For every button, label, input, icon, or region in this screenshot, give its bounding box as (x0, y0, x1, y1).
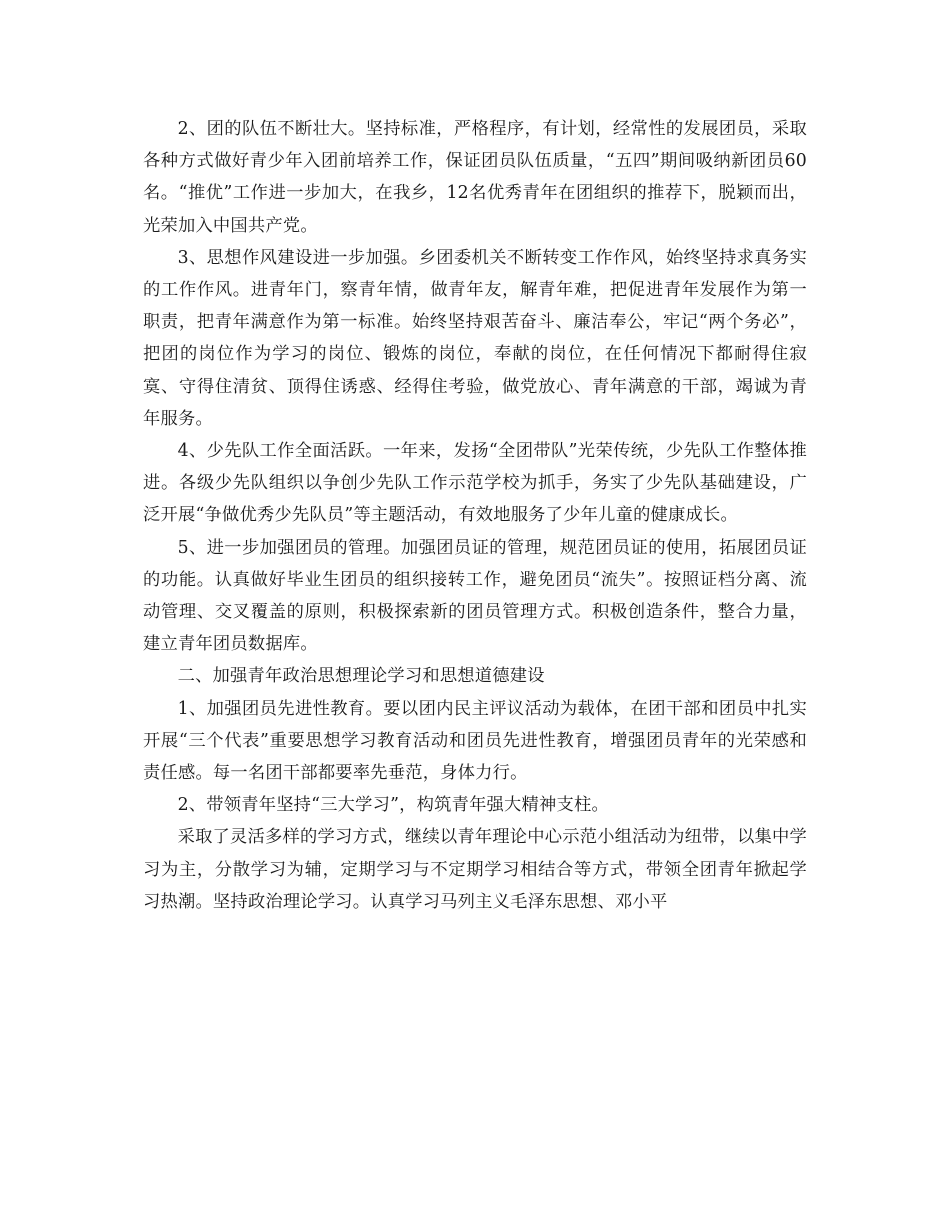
paragraph-team-growth: 2、团的队伍不断壮大。坚持标准，严格程序，有计划，经常性的发展团员，采取各种方式做好青少年入团前培养工作，保证团员队伍质量，“五四”期间吸纳新团员60名。“推优”工作进一步加大，在我乡，12名优秀青年在团组织的推荐下，脱颖而出，光荣加入中国共产党。 (143, 119, 807, 236)
paragraph-member-management: 5、进一步加强团员的管理。加强团员证的管理，规范团员证的使用，拓展团员证的功能。认真做好毕业生团员的组织接转工作，避免团员“流失”。按照证档分离、流动管理、交叉覆盖的原则，积极探索新的团员管理方式。积极创造条件，整合力量，建立青年团员数据库。 (143, 537, 807, 655)
paragraph-work-style: 3、思想作风建设进一步加强。乡团委机关不断转变工作作风，始终坚持求真务实的工作作风。进青年门，察青年情，做青年友，解青年难，把促进青年发展作为第一职责，把青年满意作为第一标准。始终坚持艰苦奋斗、廉洁奉公，牢记“两个务必”，把团的岗位作为学习的岗位、锻炼的岗位，奉献的岗位，在任何情况下都耐得住寂寞、守得住清贫、顶得住诱惑、经得住考验，做党放心、青年满意的干部，竭诚为青年服务。 (143, 247, 807, 429)
paragraph-study-methods: 采取了灵活多样的学习方式，继续以青年理论中心示范小组活动为纽带，以集中学习为主，分散学习为辅，定期学习与不定期学习相结合等方式，带领全团青年掀起学习热潮。坚持政治理论学习。认真学习马列主义毛泽东思想、邓小平 (143, 827, 807, 912)
paragraph-three-studies: 2、带领青年坚持“三大学习”，构筑青年强大精神支柱。 (177, 795, 609, 816)
paragraph-advanced-education: 1、加强团员先进性教育。要以团内民主评议活动为载体，在团干部和团员中扎实开展“三个代表”重要思想学习教育活动和团员先进性教育，增强团员青年的光荣感和责任感。每一名团干部都要率先垂范，身体力行。 (143, 698, 807, 784)
section-heading-political-study: 二、加强青年政治思想理论学习和思想道德建设 (177, 666, 545, 687)
document-body (143, 113, 807, 918)
paragraph-young-pioneers: 4、少先队工作全面活跃。一年来，发扬“全团带队”光荣传统，少先队工作整体推进。各级少先队组织以争创少先队工作示范学校为抓手，务实了少先队基础建设，广泛开展“争做优秀少先队员”等主题活动，有效地服务了少年儿童的健康成长。 (143, 441, 807, 526)
